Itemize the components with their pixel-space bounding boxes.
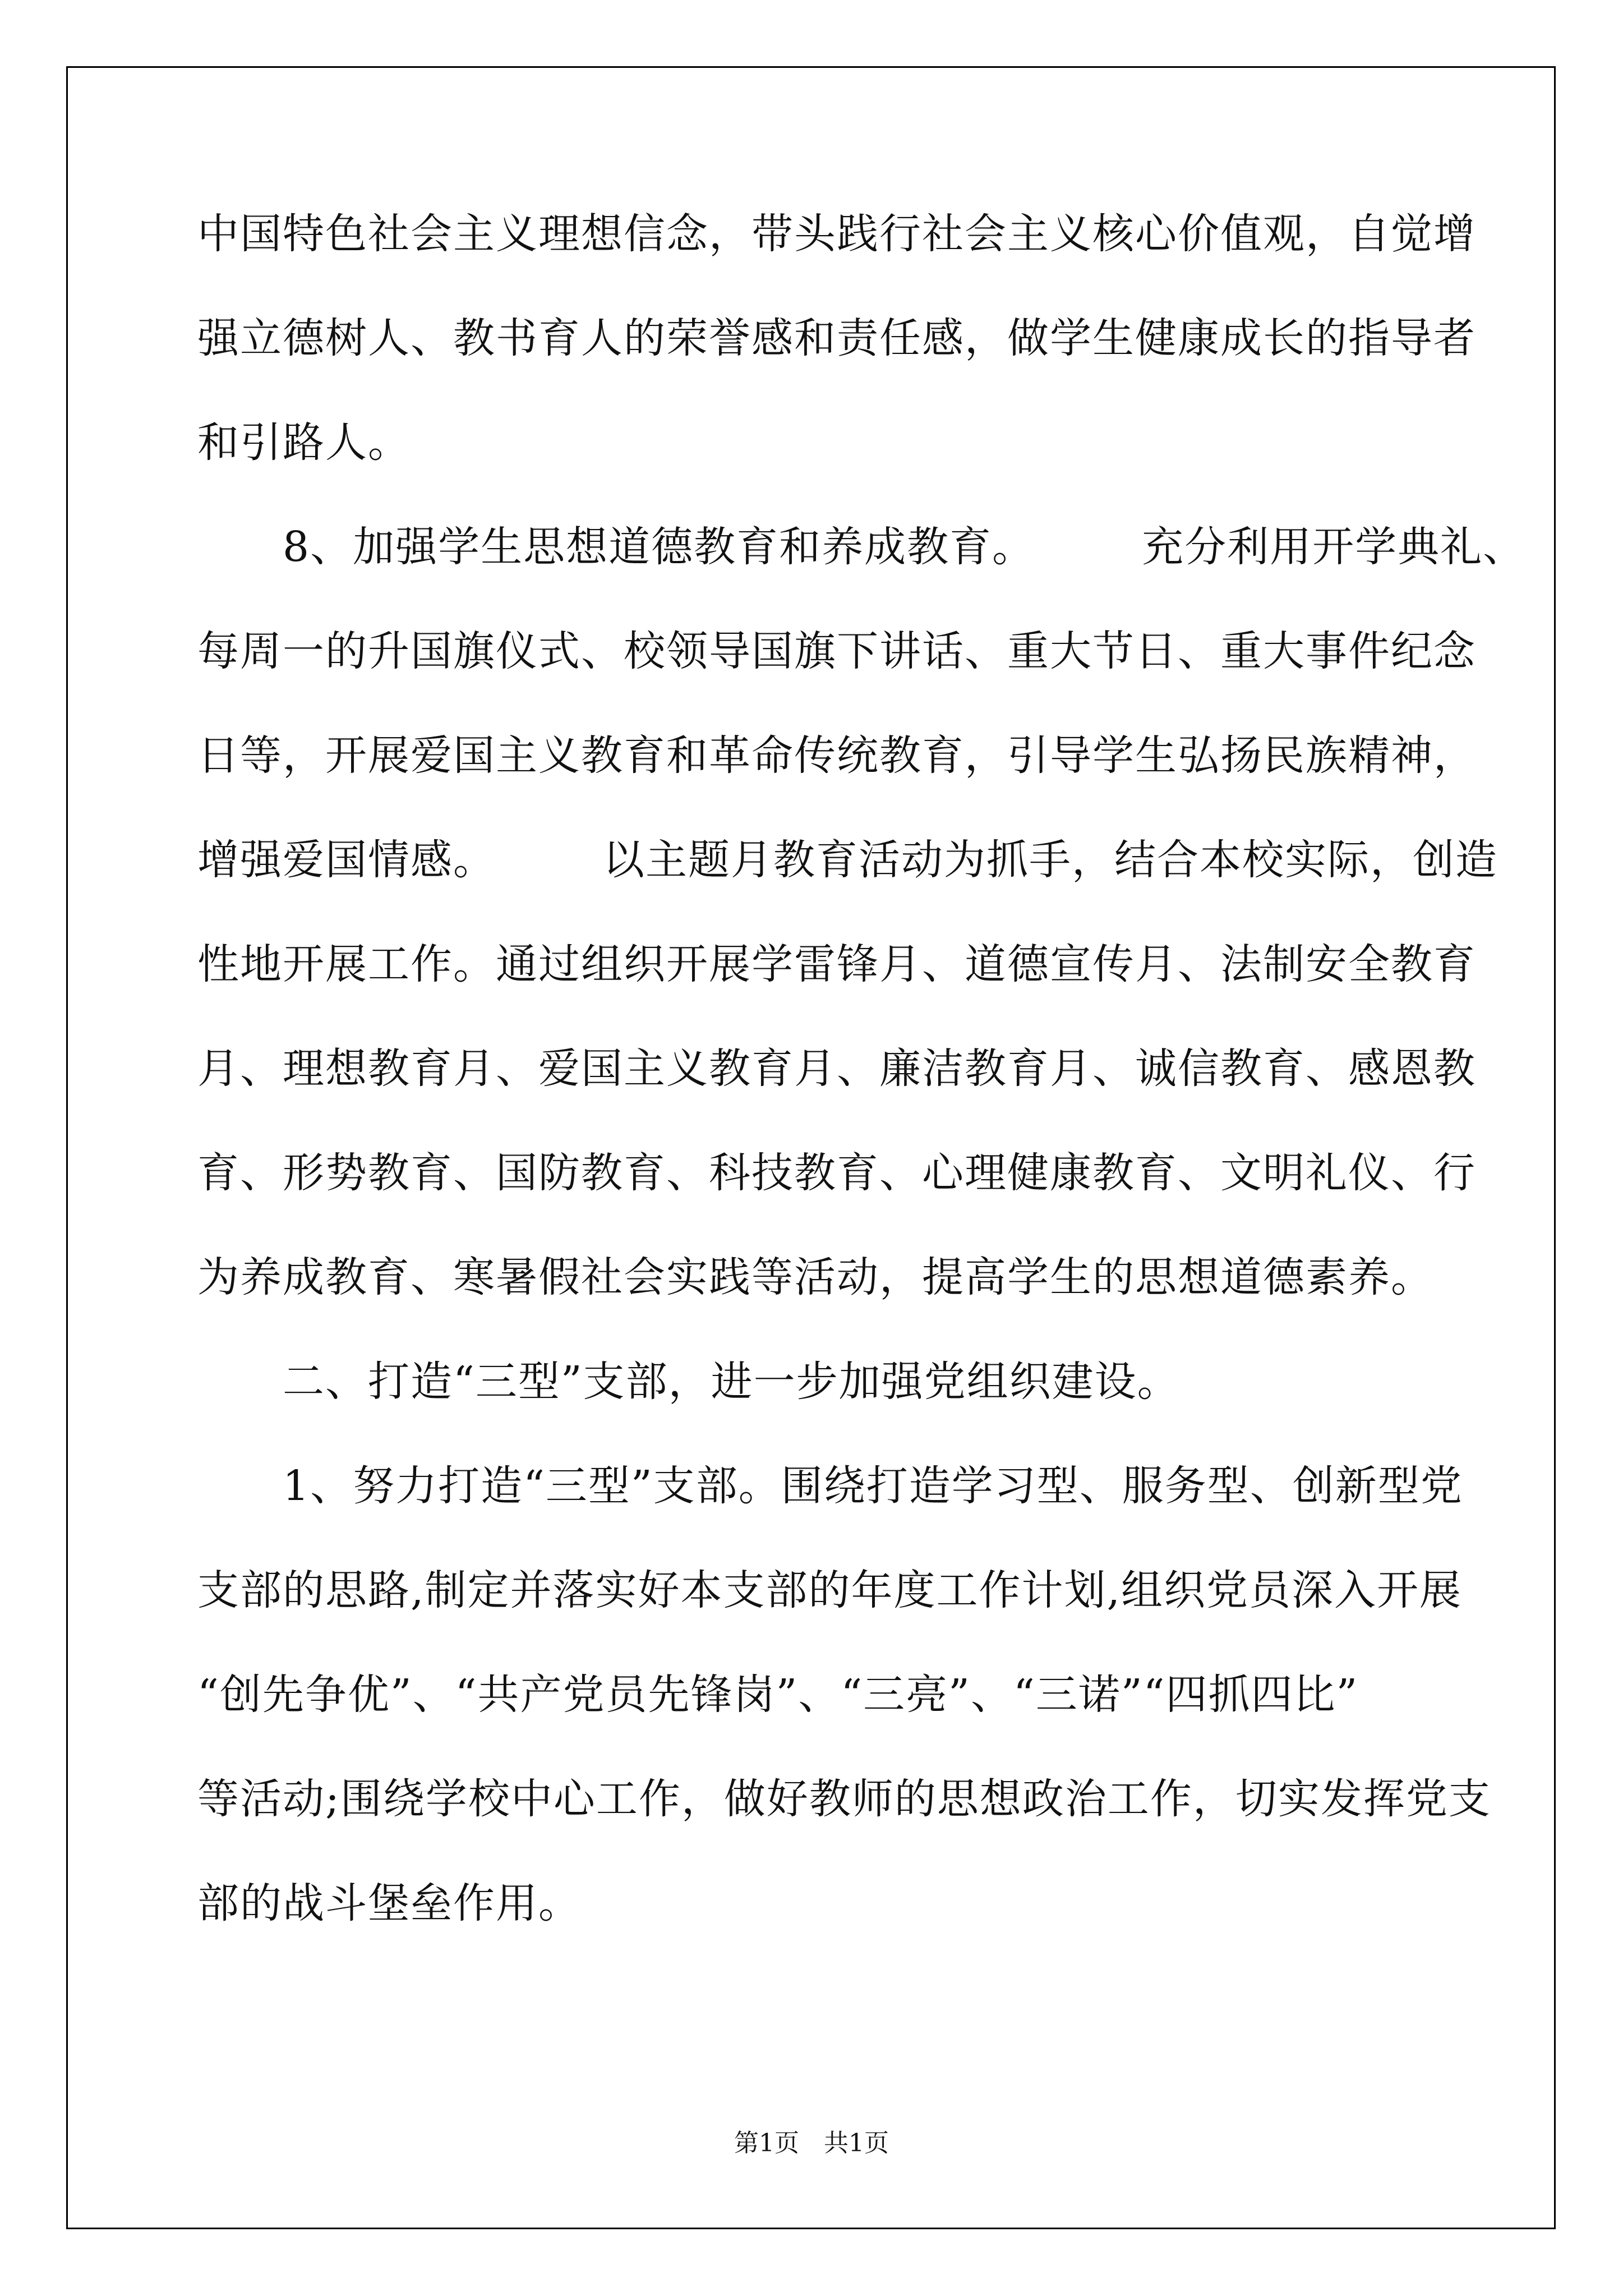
text-line: 日等，开展爱国主义教育和革命传统教育，引导学生弘扬民族精神， [197,731,1476,780]
text-line: 支部的思路,制定并落实好本支部的年度工作计划,组织党员深入开展 [197,1566,1463,1614]
text-line: 1、努力打造“三型”支部。围绕打造学习型、服务型、创新型党 [197,1462,1463,1510]
text-line: 为养成教育、寒暑假社会实践等活动，提高学生的思想道德素养。 [197,1253,1433,1301]
text-line: 等活动;围绕学校中心工作，做好教师的思想政治工作，切实发挥党支 [197,1775,1491,1823]
text-line: 育、形势教育、国防教育、科技教育、心理健康教育、文明礼仪、行 [197,1149,1476,1197]
text-line: 中国特色社会主义理想信念，带头践行社会主义核心价值观，自觉增 [197,210,1476,258]
text-line: “创先争优”、“共产党员先锋岗”、“三亮”、“三诺”“四抓四比” [197,1671,1359,1719]
text-line: 8、加强学生思想道德教育和养成教育。 充分利用开学典礼、 [197,523,1526,571]
page-number: 第1页 共1页 [734,2129,889,2157]
text-line: 部的战斗堡垒作用。 [197,1879,581,1927]
document-body [197,210,1526,1987]
text-line: 性地开展工作。通过组织开展学雷锋月、道德宣传月、法制安全教育 [197,940,1476,988]
text-line: 和引路人。 [197,418,411,467]
text-line: 月、理想教育月、爱国主义教育月、廉洁教育月、诚信教育、感恩教 [197,1045,1476,1093]
text-line: 强立德树人、教书育人的荣誉感和责任感，做学生健康成长的指导者 [197,314,1476,362]
text-line: 增强爱国情感。 以主题月教育活动为抓手，结合本校实际，创造 [197,836,1498,884]
text-line: 二、打造“三型”支部，进一步加强党组织建设。 [197,1358,1180,1406]
text-line: 每周一的升国旗仪式、校领导国旗下讲话、重大节日、重大事件纪念 [197,627,1476,675]
